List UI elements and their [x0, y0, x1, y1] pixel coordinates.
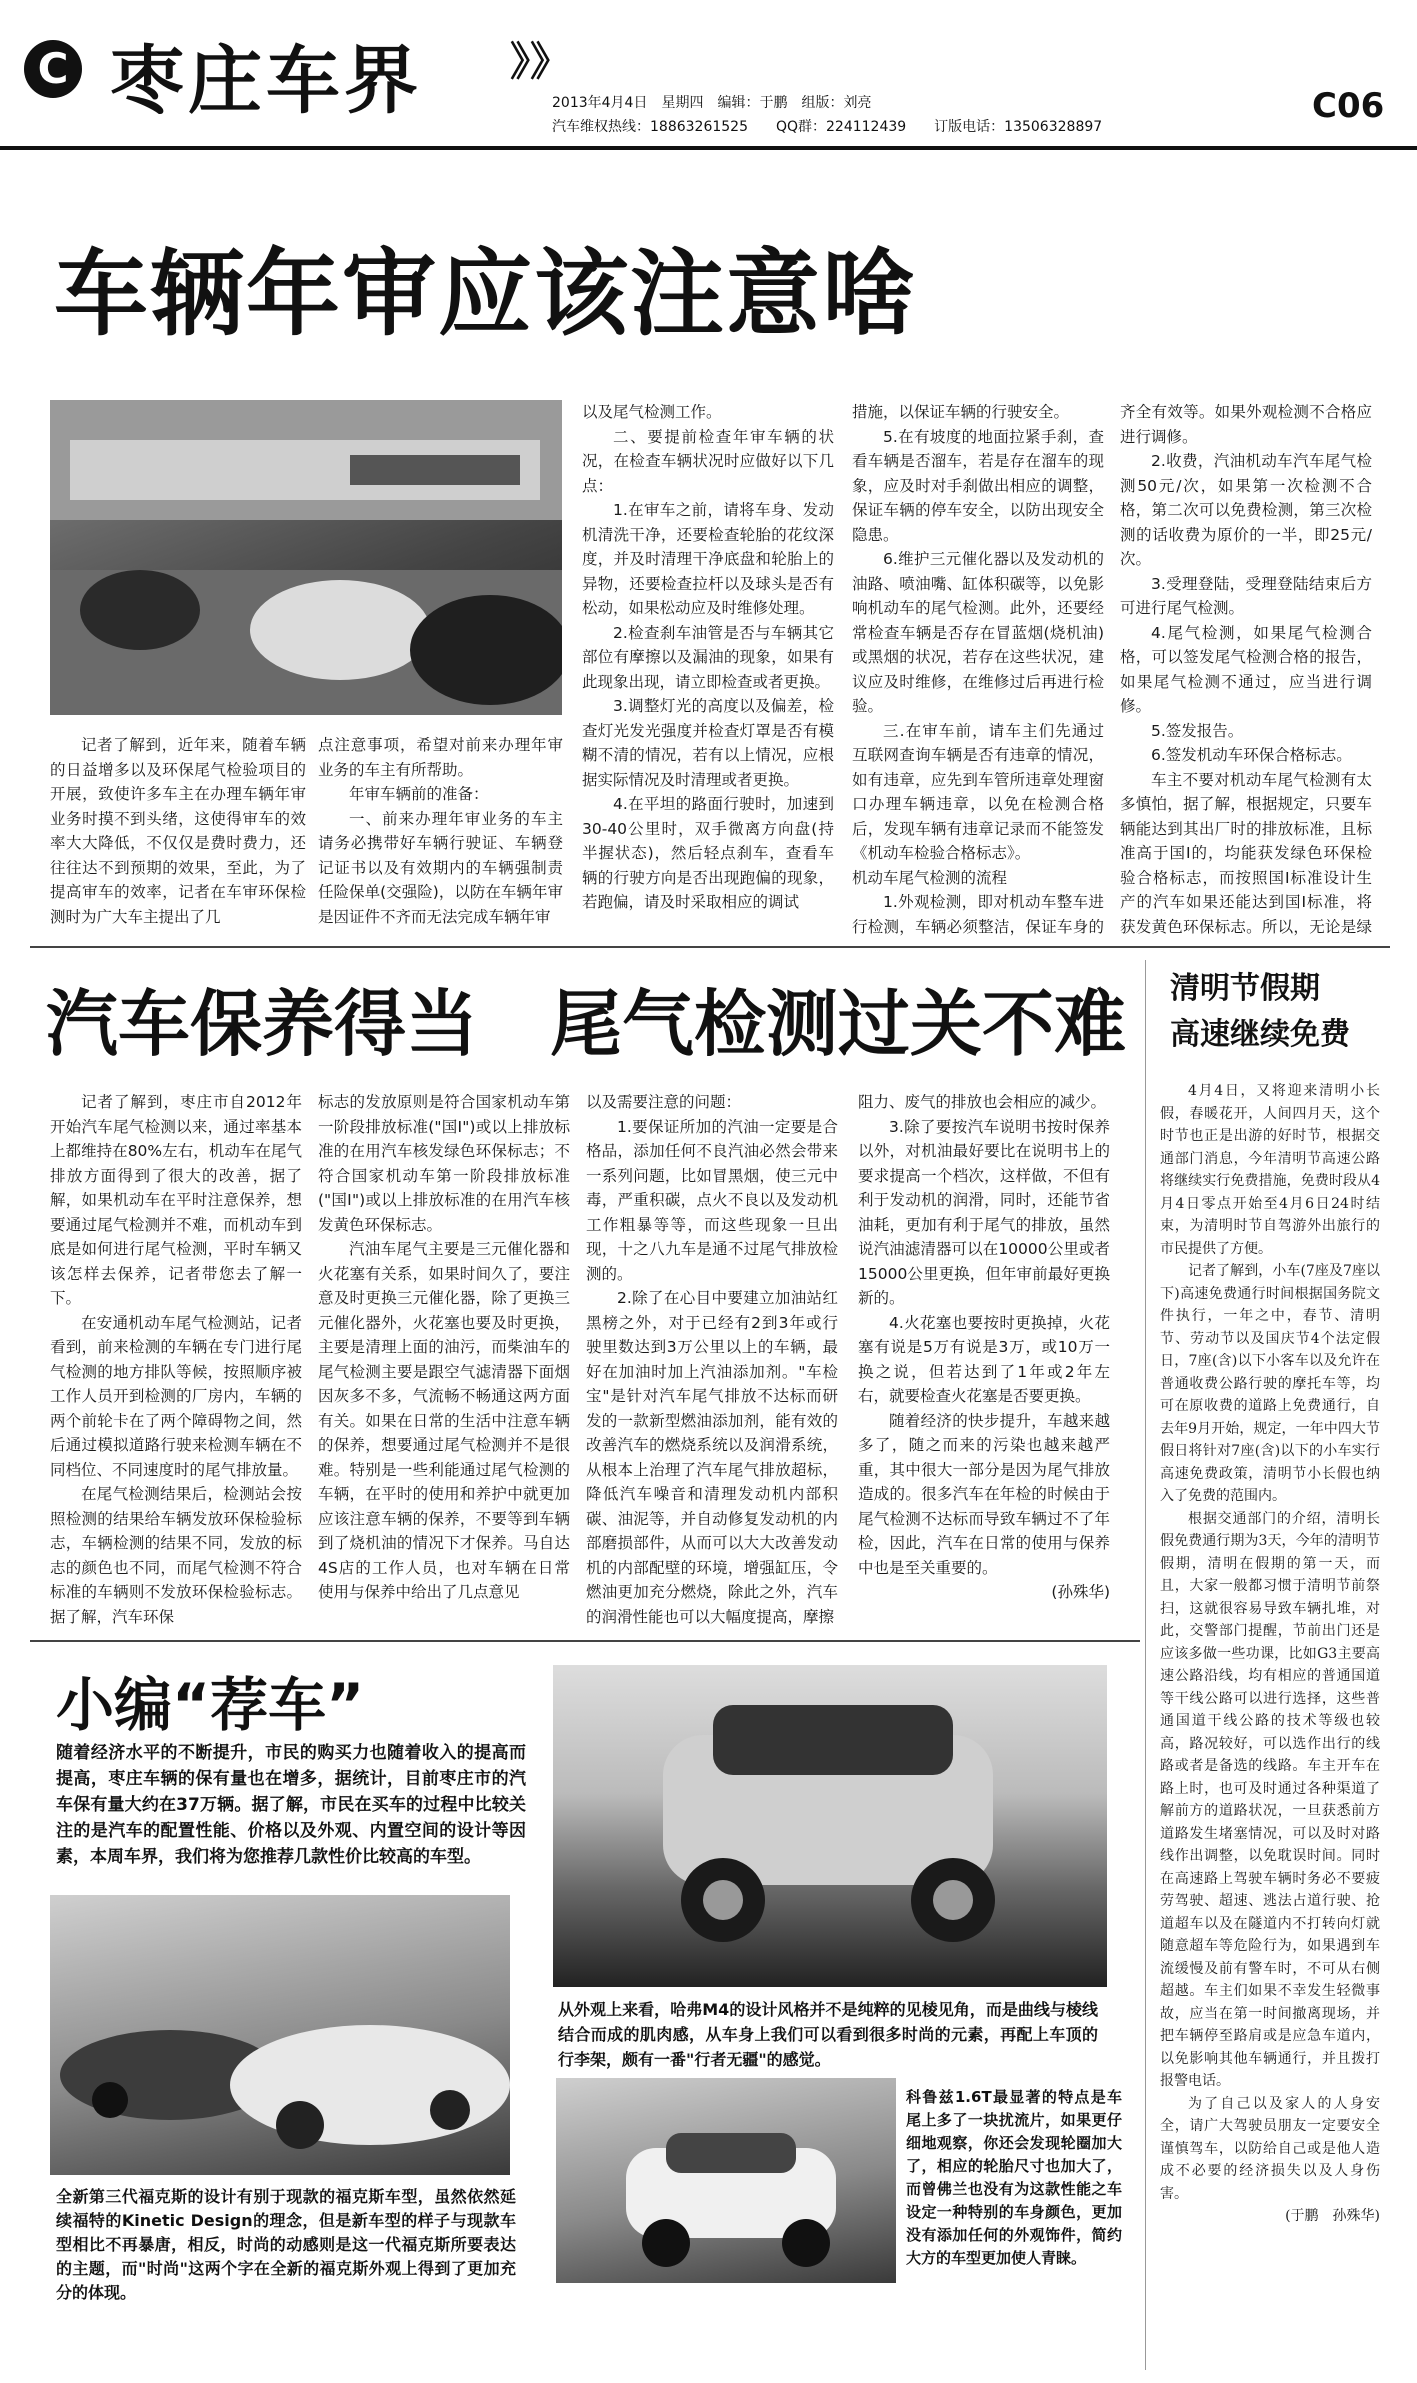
contact-line: 汽车维权热线：18863261525 QQ群：224112439 订版电话：13506328897 — [552, 119, 1103, 135]
sidebar-headline-line1: 清明节假期 — [1170, 971, 1320, 1006]
cruze-car-photo — [556, 2078, 896, 2283]
section-title: 枣庄车界 — [110, 38, 422, 124]
sidebar-headline-line2: 高速继续免费 — [1170, 1017, 1350, 1052]
article1-photo — [50, 400, 562, 715]
article1-col1: 记者了解到，近年来，随着车辆的日益增多以及环保尾气检验项目的开展，致使许多车主在办理车辆年审业务时摸不到头绪，这使得审车的效率大大降低，不仅仅是费时费力，还往往达不到预期的效果，至此，为了提高审车的效率，记者在车审环保检测时为广大车主提出了几 — [50, 736, 306, 926]
article2-headline: 汽车保养得当 尾气检测过关不难 — [46, 982, 1127, 1066]
focus-caption: 全新第三代福克斯的设计有别于现款的福克斯车型，虽然依然延续福特的Kinetic Design的理念，但是新车型的样子与现款车型相比不再暴唐，相反，时尚的动感则是这一代福克斯所要表达的主题，而"时尚"这两个字在全新的福克斯外观上得到了更加充分的体现。 — [56, 2187, 516, 2302]
focus-car-icon — [50, 1895, 510, 2175]
haval-caption: 从外观上来看，哈弗M4的设计风格并不是纯粹的见棱见角，而是曲线与棱线结合而成的肌肉感，从车身上我们可以看到很多时尚的元素，再配上车顶的行李架，颇有一番"行者无疆"的感觉。 — [558, 2000, 1098, 2069]
parking-lot-photo-icon — [50, 400, 562, 715]
suv-icon — [553, 1665, 1107, 1987]
chevron-right-icon: 》》 — [510, 39, 570, 85]
article1-col3: 以及尾气检测工作。 二、要提前检查年审车辆的状况，在检查车辆状况时应做好以下几点： 1.在审车之前，请将车身、发动机清洗干净，还要检查轮胎的花纹深度，并及时清理干净底盘和轮胎上的异物，还要检查拉杆以及球头是否有松动，如果松动应及时维修处理。 2.检查刹车油管是否与车辆其它部位有摩擦以及漏油的现象，如果有此现象出现，请立即检查或者更换。 3.调整灯光的高度以及偏差，检查灯光发光强度并检查灯罩是否有模糊不清的情况，若有以上情况，应根据实际情况及时清理或者更换。 4.在平坦的路面行驶时，加速到30-40公里时，双手微离方向盘(持半握状态)，然后轻点刹车，查看车辆的行驶方向是否出现跑偏的现象，若跑偏，请及时采取相应的调试 — [582, 403, 834, 911]
haval-car-photo — [553, 1665, 1107, 1987]
date-editor-line: 2013年4月4日 星期四 编辑：于鹏 组版：刘亮 — [552, 95, 872, 111]
logo-badge: C — [24, 40, 82, 98]
article2-col2: 标志的发放原则是符合国家机动车第一阶段排放标准("国Ⅰ")或以上排放标准的在用汽车核发绿色环保标志；不符合国家机动车第一阶段排放标准("国Ⅰ")或以上排放标准的在用汽车核发黄色环保标志。 汽油车尾气主要是三元催化器和火花塞有关系，如果时间久了，要注意及时更换三元催化器，除了更换三元催化器外，火花塞也要及时更换，主要是清理上面的油污，而柴油车的尾气检测主要是跟空气滤清器下面烟因灰多不多，气流畅不畅通这两方面有关。如果在日常的生活中注意车辆的保养，想要通过尾气检测并不是很难。特别是一些利能通过尾气检测的车辆，在平时的使用和养护中就更加应该注意车辆的保养，不要等到车辆到了烧机油的情况下才保养。马自达4S店的工作人员，也对车辆在日常使用与保养中给出了几点意见 — [318, 1093, 570, 1601]
sidebar-byline: (于鹏 孙殊华) — [1285, 2208, 1380, 2224]
focus-car-photo — [50, 1895, 510, 2175]
article1-col4: 措施，以保证车辆的行驶安全。 5.在有坡度的地面拉紧手刹，查看车辆是否溜车，若是存在溜车的现象，应及时对手刹做出相应的调整，保证车辆的停车安全，以防出现安全隐患。 6.维护三元催化器以及发动机的油路、喷油嘴、缸体积碳等，以免影响机动车的尾气检测。此外，还要经常检查车辆是否存在冒蓝烟(烧机油)或黑烟的状况，若存在这些状况，建议应及时维修，在维修过后再进行检验。 三.在审车前，请车主们先通过互联网查询车辆是否有违章的情况，如有违章，应先到车管所违章处理窗口办理车辆违章，以免在检测合格后，发现车辆有违章记录而不能签发《机动车检验合格标志》。 机动车尾气检测的流程 1.外观检测，即对机动车整车进行检测，车辆必须整洁，保证车身的 — [852, 403, 1104, 936]
sidebar-body: 4月4日，又将迎来清明小长假，春暖花开，人间四月天，这个时节也正是出游的好时节，根据交通部门消息，今年清明节高速公路将继续实行免费措施，免费时段从4月4日零点开始至4月6日24时结束，为清明时节自驾游外出旅行的市民提供了方便。 记者了解到，小车(7座及7座以下)高速免费通行时间根据国务院文件执行，一年之中，春节、清明节、劳动节以及国庆节4个法定假日，7座(含)以下小客车以及允许在普通收费公路行驶的摩托车等，均可在原收费的道路上免费通行，自去年9月开始，规定，一年中四大节假日将针对7座(含)以下的小车实行高速免费政策，清明节小长假也纳入了免费的范围内。 根据交通部门的介绍，清明长假免费通行期为3天，今年的清明节假期，清明在假期的第一天，而且，大家一般都习惯于清明节前祭扫，这就很容易导致车辆扎堆，对此，交警部门提醒，节前出门还是应该多做一些功课，比如G3主要高速公路沿线，均有相应的普通国道等干线公路可以进行选择，这些普通国道干线公路的技术等级也较高，路况较好，可以选作出行的线路或者是备选的线路。车主开车在路上时，也可及时通过各种渠道了解前方的道路状况，一旦获悉前方道路发生堵塞情况，可以及时对路线作出调整，以免耽误时间。同时在高速路上驾驶车辆时务必不要疲劳驾驶、超速、逃法占道行驶、抢道超车以及在隧道内不打转向灯就随意超车等危险行为，如果遇到车流缓慢及前有警车时，不可从右侧超越。车主们如果不幸发生轻微事故，应当在第一时间撤离现场，并把车辆停至路肩或是应急车道内，以免影响其他车辆通行，并且拨打报警电话。 为了自己以及家人的人身安全，请广大驾驶员朋友一定要安全谨慎驾车，以防给自己或是他人造成不必要的经济损失以及人身伤害。 (于鹏 孙殊华) — [1160, 1080, 1380, 2370]
recommend-divider — [30, 1640, 1140, 1642]
article1-col2: 点注意事项，希望对前来办理年审业务的车主有所帮助。 年审车辆前的准备： 一、前来办理年审业务的车主请务必携带好车辆行驶证、车辆登记证书以及有效期内的车辆强制责任险保单(交强险)，以防在车辆年审是因证件不齐而无法完成车辆年审 — [318, 736, 563, 926]
article2-col4: 阻力、废气的排放也会相应的减少。 3.除了要按汽车说明书按时保养以外，对机油最好要比在说明书上的要求提高一个档次，这样做，不但有利于发动机的润滑，同时，还能节省油耗，更加有利于尾气的排放，虽然说汽油滤清器可以在10000公里或者15000公里更换，但年审前最好更换新的。 4.火花塞也要按时更换掉，火花塞有说是5万有说是3万，或10万一换之说，但若达到了1年或2年左右，就要检查火花塞是否要更换。 随着经济的快步提升，车越来越多了，随之而来的污染也越来越严重，其中很大一部分是因为尾气排放造成的。很多汽车在年检的时候由于尾气检测不达标而导致车辆过不了年检，因此，汽车在日常的使用与保养中也是至关重要的。 (孙殊华) — [858, 1090, 1110, 1635]
sidebar-divider — [1145, 960, 1146, 2370]
article2-col3: 以及需要注意的问题： 1.要保证所加的汽油一定要是合格品，添加任何不良汽油必然会带来一系列问题，比如冒黑烟，使三元中毒，严重积碳，点火不良以及发动机工作粗暴等等，而这些现象一旦出现，十之八九车是通不过尾气排放检测的。 2.除了在心目中要建立加油站红黑榜之外，对于已经有2到3年或行驶里数达到3万公里以上的车辆，最好在加油时加上汽油添加剂。"车检宝"是针对汽车尾气排放不达标而研发的一款新型燃油添加剂，能有效的改善汽车的燃烧系统以及润滑系统，从根本上治理了汽车尾气排放超标，降低汽车噪音和清理发动机内部积碳、油泥等，并自动修复发动机的内部磨损部件，从而可以大大改善发动机的内部配壁的环境，增强缸压，令燃油更加充分燃烧，除此之外，汽车的润滑性能也可以大幅度提高，摩擦 — [586, 1093, 838, 1626]
recommend-headline: 小编“荐车” — [56, 1671, 365, 1739]
article1-col5: 齐全有效等。如果外观检测不合格应进行调修。 2.收费，汽油机动车汽车尾气检测50元/次，如果第一次检测不合格，第二次可以免费检测，第三次检测的话收费为原价的一半，即25元/次。 3.受理登陆，受理登陆结束后方可进行尾气检测。 4.尾气检测，如果尾气检测合格，可以签发尾气检测合格的报告，如果尾气检测不通过，应当进行调修。 5.签发报告。 6.签发机动车环保合格标志。 车主不要对机动车尾气检测有太多慎怕，据了解，根据规定，只要车辆能达到其出厂时的排放标准，且标准高于国I的，均能获发绿色环保检验合格标志，而按照国I标准设计生产的汽车如果还能达到国I标准，将获发黄色环保标志。所以，无论是绿 — [1120, 403, 1372, 936]
sidebar-headline — [1170, 966, 1390, 1058]
header-rule — [0, 146, 1417, 150]
section-divider — [30, 946, 1390, 948]
cruze-caption: 科鲁兹1.6T最显著的特点是车尾上多了一块扰流片，如果更仔细地观察，你还会发现轮圈加大了，相应的轮胎尺寸也加大了，而曾佛兰也没有为这款性能之车设定一种特别的车身颜色，更加没有添加任何的外观饰件，简约大方的车型更加使人青睐。 — [906, 2088, 1122, 2267]
sedan-icon — [556, 2078, 896, 2283]
article2-col1: 记者了解到，枣庄市自2012年开始汽车尾气检测以来，通过率基本上都维持在80%左右，机动车在尾气排放方面得到了很大的改善，据了解，如果机动车在平时注意保养，想要通过尾气检测并不难，而机动车到底是如何进行尾气检测，平时车辆又该怎样去保养，记者带您去了解一下。 在安通机动车尾气检测站，记者看到，前来检测的车辆在专门进行尾气检测的地方排队等候，按照顺序被工作人员开到检测的厂房内，车辆的两个前轮卡在了两个障碍物之间，然后通过模拟道路行驶来检测车辆在不同档位、不同速度时的尾气排放量。 在尾气检测结果后，检测站会按照检测的结果给车辆发放环保检验标志，车辆检测的结果不同，发放的标志的颜色也不同，而尾气检测不符合标准的车辆则不发放环保检验标志。据了解，汽车环保 — [50, 1093, 302, 1626]
recommend-intro: 随着经济水平的不断提升，市民的购买力也随着收入的提高而提高，枣庄车辆的保有量也在增多，据统计，目前枣庄市的汽车保有量大约在37万辆。据了解，市民在买车的过程中比较关注的是汽车的配置性能、价格以及外观、内置空间的设计等因素，本周车界，我们将为您推荐几款性价比较高的车型。 — [56, 1743, 526, 1867]
page-number: C06 — [1312, 86, 1385, 126]
article2-byline: (孙殊华) — [1051, 1583, 1110, 1601]
article1-headline: 车辆年审应该注意啥 — [54, 240, 919, 349]
